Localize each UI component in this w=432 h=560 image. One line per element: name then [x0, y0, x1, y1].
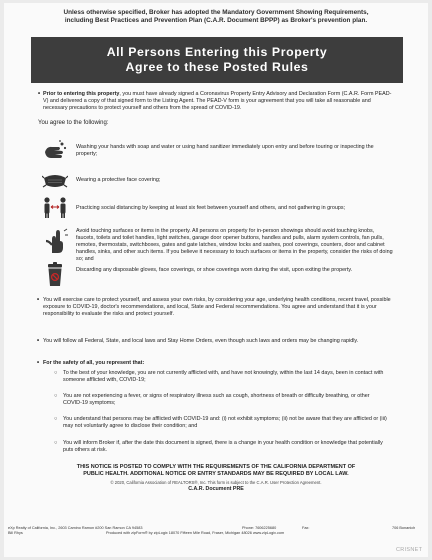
broker-notice-line: Unless otherwise specified, Broker has adopted the Mandatory Government Showing Requirements, [63, 9, 369, 16]
safety-heading: For the safety of all, you represent that: [43, 360, 145, 366]
cdph-notice-line: PUBLIC HEALTH. ADDITIONAL NOTICE OR ENTRY STANDARDS MAY BE REQUIRED BY LOCAL LAW. [83, 471, 349, 477]
circle-bullet-icon: ○ [54, 393, 58, 399]
safety-item [54, 416, 390, 432]
document-page [4, 3, 428, 557]
safety-item-text: You understand that persons may be afflicted with COVID-19 and: (i) not exhibit symptoms; (ii) not be aware that they are afflicted or (iii) may not voluntarily agree to disclose their condition; and [63, 416, 387, 430]
care-text: You will exercise care to protect yourself, and assess your own risks, by considering your age, underlying health conditions, recent travel, possible exposure to COVID-19, doctor's recommendations, and local, State and Federal recommendations. You agree and understand that it is your responsibility to evaluate the risks and protect yourself. [43, 297, 391, 318]
banner-title-line: All Persons Entering this Property [106, 44, 328, 59]
safety-item [54, 393, 390, 409]
trash-bin-icon [42, 262, 68, 288]
broker-notice-line: including Best Practices and Prevention Plan (C.A.R. Document BPPP) as Broker's prevention plan. [64, 17, 368, 25]
intro-lead: Prior to entering this property [43, 91, 120, 97]
rule-row [30, 227, 402, 263]
intro-paragraph [36, 91, 400, 115]
safety-item [54, 370, 390, 386]
safety-item-text: To the best of your knowledge, you are not currently afflicted with, and have not knowingly, within the last 14 days, been in contact with someone afflicted with, COVID-19; [63, 370, 384, 384]
bullet-icon: • [37, 91, 41, 97]
face-covering-icon [42, 168, 68, 194]
circle-bullet-icon: ○ [54, 440, 58, 446]
broker-company: eXp Realty of California, Inc., 2603 Camino Ramon #200 San Ramon CA 94583 [8, 526, 143, 530]
file-name: 706 Bonanich [392, 526, 416, 530]
produced-by: Produced with zipForm® by zipLogix 18070 Fifteen Mile Road, Fraser, Michigan 48026 www.zipLogix.com [106, 531, 285, 535]
bullet-icon: • [36, 360, 40, 366]
broker-fax: Fax: [302, 526, 310, 530]
rule-text: Avoid touching surfaces or items in the property. All persons on property for in-person showings should avoid touching knobs, faucets, toilets and toilet handles, light switches, garage door opener buttons, handles and pulls, alarm system controls, fan pulls, remotes, thermostats, switchboxes, gates and gate latches, window locks and sashes, pool coverings, counters, door and cabinet handles, sinks, and other such items. If you believe it necessary to touch surfaces or items in the property, consider the risks of doing so; and [76, 228, 393, 263]
laws-paragraph [36, 338, 400, 354]
broker-notice [34, 9, 398, 25]
circle-bullet-icon: ○ [54, 370, 58, 376]
rule-row [30, 196, 402, 220]
safety-heading-block [36, 360, 400, 370]
agree-heading: You agree to the following: [38, 120, 109, 126]
safety-item-text: You will inform Broker if, after the date this document is signed, there is a change in your health condition or knowledge that potentially puts others at risk. [63, 440, 383, 454]
social-distancing-icon [42, 196, 68, 222]
rule-row [30, 139, 402, 165]
rule-row [30, 168, 402, 192]
rule-row [30, 262, 402, 288]
bullet-icon: • [36, 297, 40, 303]
circle-bullet-icon: ○ [54, 416, 58, 422]
cdph-notice [44, 464, 388, 478]
banner-title-line: Agree to these Posted Rules [125, 60, 309, 74]
safety-item-text: You are not experiencing a fever, or signs of respiratory illness such as cough, shortness of breath or difficulty breathing, or other COVID-19 symptoms; [63, 393, 370, 407]
copyright-line: © 2020, California Association of REALTORS®, Inc. This form is subject to the C.A.R. User Protection Agreement. [110, 480, 322, 485]
rule-text: Practicing social distancing by keeping at least six feet between yourself and others, and not gathering in groups; [76, 205, 346, 211]
bullet-icon: • [36, 338, 40, 344]
laws-text: You will follow all Federal, State, and local laws and Stay Home Orders, even though such laws and orders may be changing rapidly. [43, 338, 359, 344]
intro-text: , you must have already signed a Coronavirus Property Entry Advisory and Declaration Form (C.A.R. Form PEAD-V) and delivered a copy of that signed form to the Listing Agent. The PEAD-V form is your agreement that you will take all reasonable and necessary precautions to protect yourself and others from the spread of COVID-19. [43, 91, 392, 112]
handwashing-icon [42, 139, 68, 165]
no-touch-icon [42, 227, 68, 253]
rule-text: Wearing a protective face covering; [76, 177, 161, 183]
rule-text: Discarding any disposable gloves, face coverings, or shoe coverings worn during the visit, upon exiting the property. [76, 267, 353, 273]
care-paragraph [36, 297, 400, 327]
form-id: C.A.R. Document PRE [188, 486, 244, 492]
agent-name: Bill Rhys [8, 531, 23, 535]
safety-item [54, 440, 390, 456]
watermark: CRISNET [396, 547, 423, 553]
cdph-notice-line: THIS NOTICE IS POSTED TO COMPLY WITH THE REQUIREMENTS OF THE CALIFORNIA DEPARTMENT OF [76, 464, 356, 470]
broker-phone: Phone: 7606225680 [242, 526, 277, 530]
title-banner [31, 37, 403, 83]
rule-text: Washing your hands with soap and water or using hand sanitizer immediately upon entry and before touring or inspecting the property; [76, 144, 374, 158]
